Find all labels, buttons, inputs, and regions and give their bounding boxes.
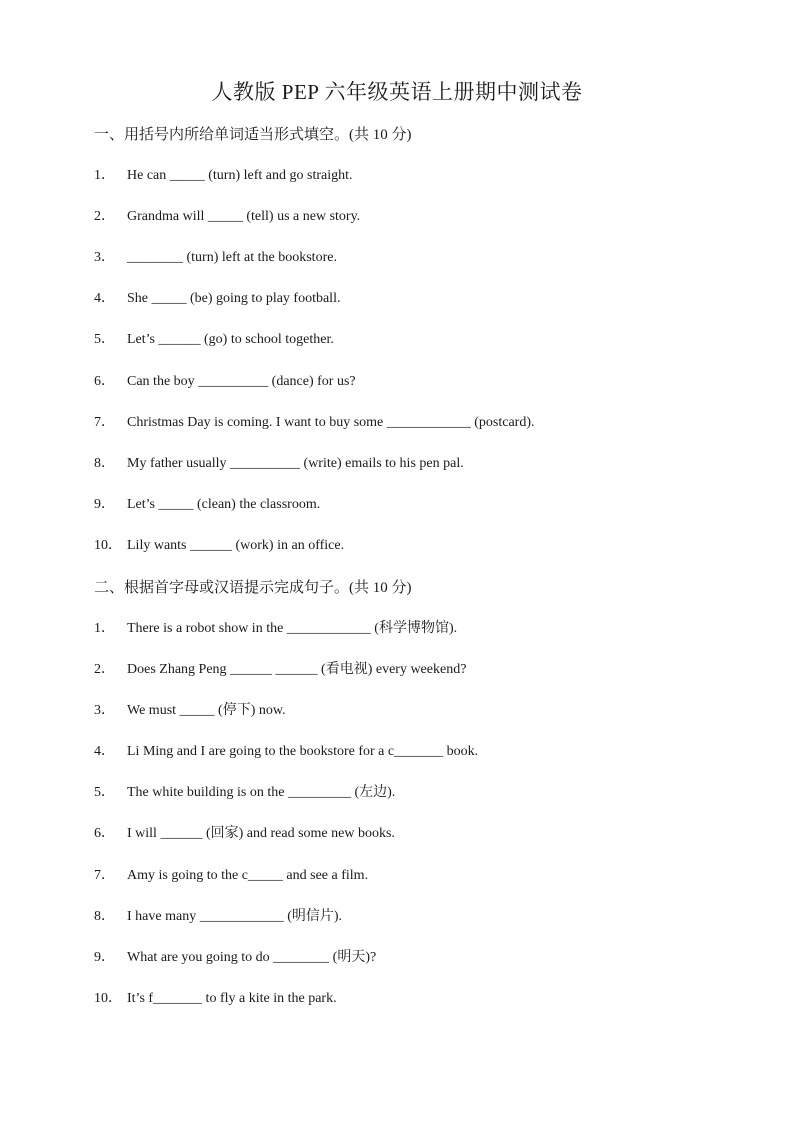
question-text: He can _____ (turn) left and go straight. [127,168,353,183]
page-title: 人教版 PEP 六年级英语上册期中测试卷 [211,80,583,104]
question-text: ________ (turn) left at the bookstore. [127,250,337,265]
question-text: We must _____ (停下) now. [127,703,286,718]
question-text: It’s f_______ to fly a kite in the park. [127,991,337,1006]
question-text: Can the boy __________ (dance) for us? [127,374,356,389]
question-text: I will ______ (回家) and read some new books. [127,826,395,841]
question-number: 2． [94,662,115,677]
s1-question-5 [94,328,334,348]
s2-question-7 [94,864,368,884]
question-text: Let’s ______ (go) to school together. [127,332,334,347]
s2-question-8 [94,905,342,925]
question-text: The white building is on the _________ (左边). [127,785,396,800]
question-number: 1． [94,621,115,636]
s2-question-2 [94,658,466,678]
s1-question-2 [94,205,360,225]
question-number: 9． [94,497,115,512]
question-number: 4． [94,291,115,306]
question-number: 5． [94,332,115,347]
question-text: Let’s _____ (clean) the classroom. [127,497,321,512]
question-text: Christmas Day is coming. I want to buy some ____________ (postcard). [127,415,535,430]
question-text: There is a robot show in the ____________ (科学博物馆). [127,621,458,636]
question-number: 7． [94,868,115,883]
question-text: What are you going to do ________ (明天)? [127,950,377,965]
s1-question-1 [94,164,353,184]
s2-question-4 [94,740,478,760]
question-text: She _____ (be) going to play football. [127,291,341,306]
s2-question-3 [94,699,286,719]
question-text: Lily wants ______ (work) in an office. [127,538,345,553]
question-text: Amy is going to the c_____ and see a film. [127,868,369,883]
s2-question-6 [94,822,395,842]
question-number: 3． [94,703,115,718]
question-number: 8． [94,456,115,471]
s1-question-4 [94,287,340,307]
s1-question-10 [94,534,344,554]
question-number: 10． [94,991,122,1006]
question-text: Does Zhang Peng ______ ______ (看电视) every weekend? [127,662,467,677]
question-number: 6． [94,374,115,389]
question-number: 1． [94,168,115,183]
section-2-heading: 二、根据首字母或汉语提示完成句子。(共 10 分) [94,580,412,596]
question-number: 7． [94,415,115,430]
s2-question-1 [94,617,457,637]
question-number: 8． [94,909,115,924]
section-1-heading: 一、用括号内所给单词适当形式填空。(共 10 分) [94,127,412,143]
question-number: 4． [94,744,115,759]
question-text: My father usually __________ (write) emails to his pen pal. [127,456,464,471]
question-number: 2． [94,209,115,224]
s1-question-9 [94,493,320,513]
question-text: I have many ____________ (明信片). [127,909,343,924]
s2-question-5 [94,781,395,801]
s1-question-8 [94,452,464,472]
question-number: 10． [94,538,122,553]
s1-question-3 [94,246,337,266]
s1-question-6 [94,370,356,390]
question-text: Grandma will _____ (tell) us a new story. [127,209,361,224]
s2-question-10 [94,987,337,1007]
question-number: 3． [94,250,115,265]
question-number: 5． [94,785,115,800]
question-number: 9． [94,950,115,965]
question-number: 6． [94,826,115,841]
question-text: Li Ming and I are going to the bookstore for a c_______ book. [127,744,479,759]
s1-question-7 [94,411,535,431]
s2-question-9 [94,946,376,966]
